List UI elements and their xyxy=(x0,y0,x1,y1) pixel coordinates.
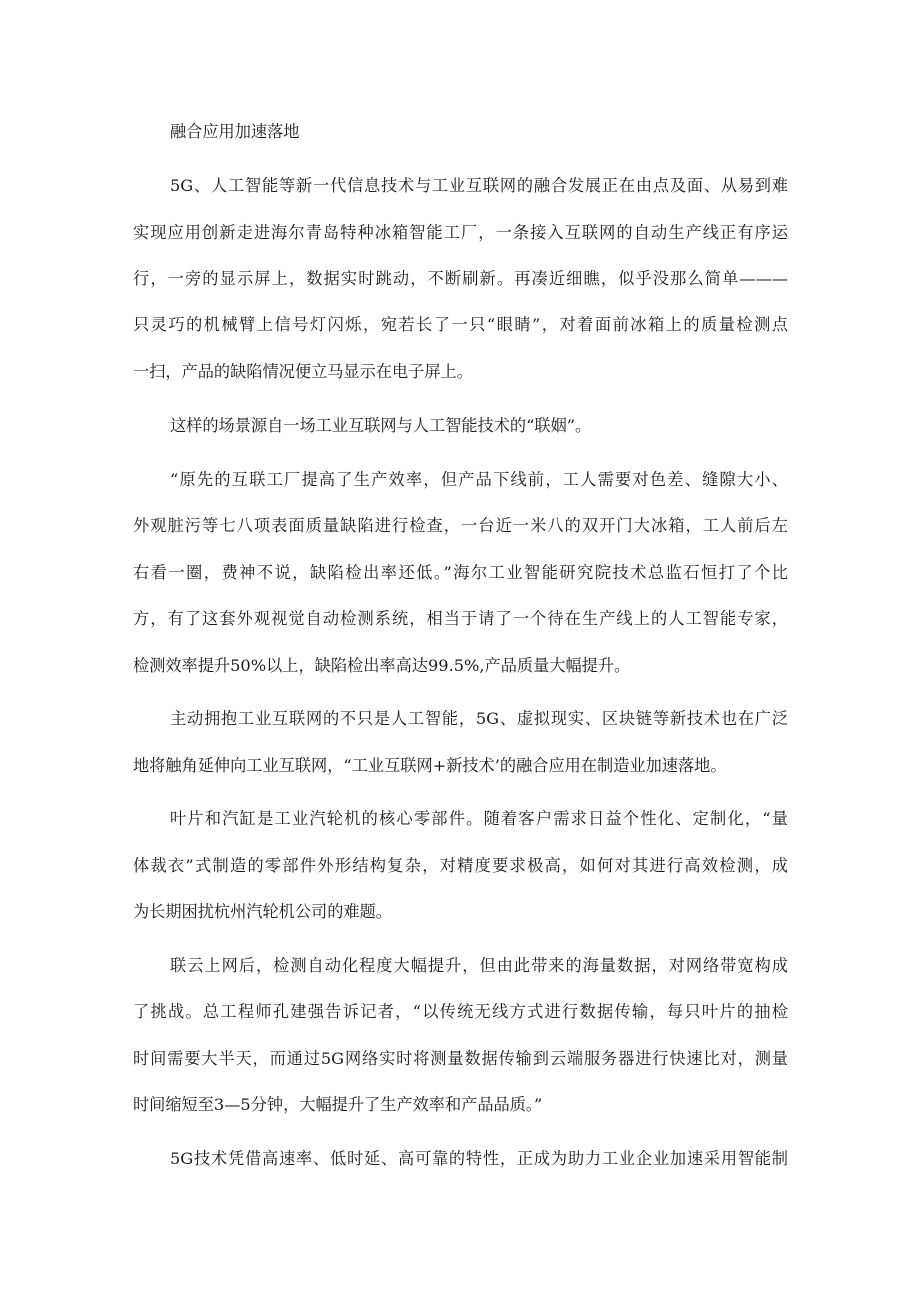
paragraph-line: 体裁衣”式制造的零部件外形结构复杂，对精度要求极高，如何对其进行高效检测，成 xyxy=(133,856,788,875)
paragraph-line: 联云上网后，检测自动化程度大幅提升，但由此带来的海量数据，对网络带宽构成 xyxy=(170,956,788,975)
paragraph-line: 时间缩短至3—5分钟，大幅提升了生产效率和产品品质。” xyxy=(133,1095,543,1114)
paragraph-line: 了挑战。总工程师孔建强告诉记者，“以传统无线方式进行数据传输，每只叶片的抽检 xyxy=(133,1002,788,1021)
paragraph-line: 检测效率提升50%以上，缺陷检出率高达99.5%,产品质量大幅提升。 xyxy=(133,656,631,675)
section-heading: 融合应用加速落地 xyxy=(170,122,300,141)
paragraph-line: 地将触角延伸向工业互联网，“工业互联网+新技术’的融合应用在制造业加速落地。 xyxy=(133,756,727,775)
paragraph-line: 外观脏污等七八项表面质量缺陷进行检查，一台近一米八的双开门大冰箱，工人前后左 xyxy=(133,516,788,535)
paragraph-line: 叶片和汽缸是工业汽轮机的核心零部件。随着客户需求日益个性化、定制化，“量 xyxy=(170,809,788,828)
paragraph-line: 一扫，产品的缺陷情况便立马显示在电子屏上。 xyxy=(133,362,473,381)
paragraph-line: 5G技术凭借高速率、低时延、高可靠的特性，正成为助力工业企业加速采用智能制 xyxy=(170,1149,788,1168)
paragraph-line: 时间需要大半天，而通过5G网络实时将测量数据传输到云端服务器进行快速比对，测量 xyxy=(133,1049,788,1068)
paragraph-line: 实现应用创新走进海尔青岛特种冰箱智能工厂，一条接入互联网的自动生产线正有序运 xyxy=(133,223,788,242)
paragraph-line: 方，有了这套外观视觉自动检测系统，相当于请了一个待在生产线上的人工智能专家， xyxy=(133,609,788,628)
paragraph-line: 这样的场景源自一场工业互联网与人工智能技术的“联姻”。 xyxy=(170,416,592,435)
paragraph-line: 右看一圈，费神不说，缺陷检出率还低。”海尔工业智能研究院技术总监石恒打了个比 xyxy=(133,563,788,582)
paragraph-line: 主动拥抱工业互联网的不只是人工智能，5G、虚拟现实、区块链等新技术也在广泛 xyxy=(170,709,788,728)
paragraph-line: 5G、人工智能等新一代信息技术与工业互联网的融合发展正在由点及面、从易到难 xyxy=(170,176,788,195)
paragraph-line: 为长期困扰杭州汽轮机公司的难题。 xyxy=(133,902,392,921)
paragraph-line: 只灵巧的机械臂上信号灯闪烁，宛若长了一只“眼睛”，对着面前冰箱上的质量检测点 xyxy=(133,315,788,334)
paragraph-line: 行，一旁的显示屏上，数据实时跳动，不断刷新。再凑近细瞧，似乎没那么简单——— xyxy=(133,269,788,288)
paragraph-line: “原先的互联工厂提高了生产效率，但产品下线前，工人需要对色差、缝隙大小、 xyxy=(170,470,788,489)
